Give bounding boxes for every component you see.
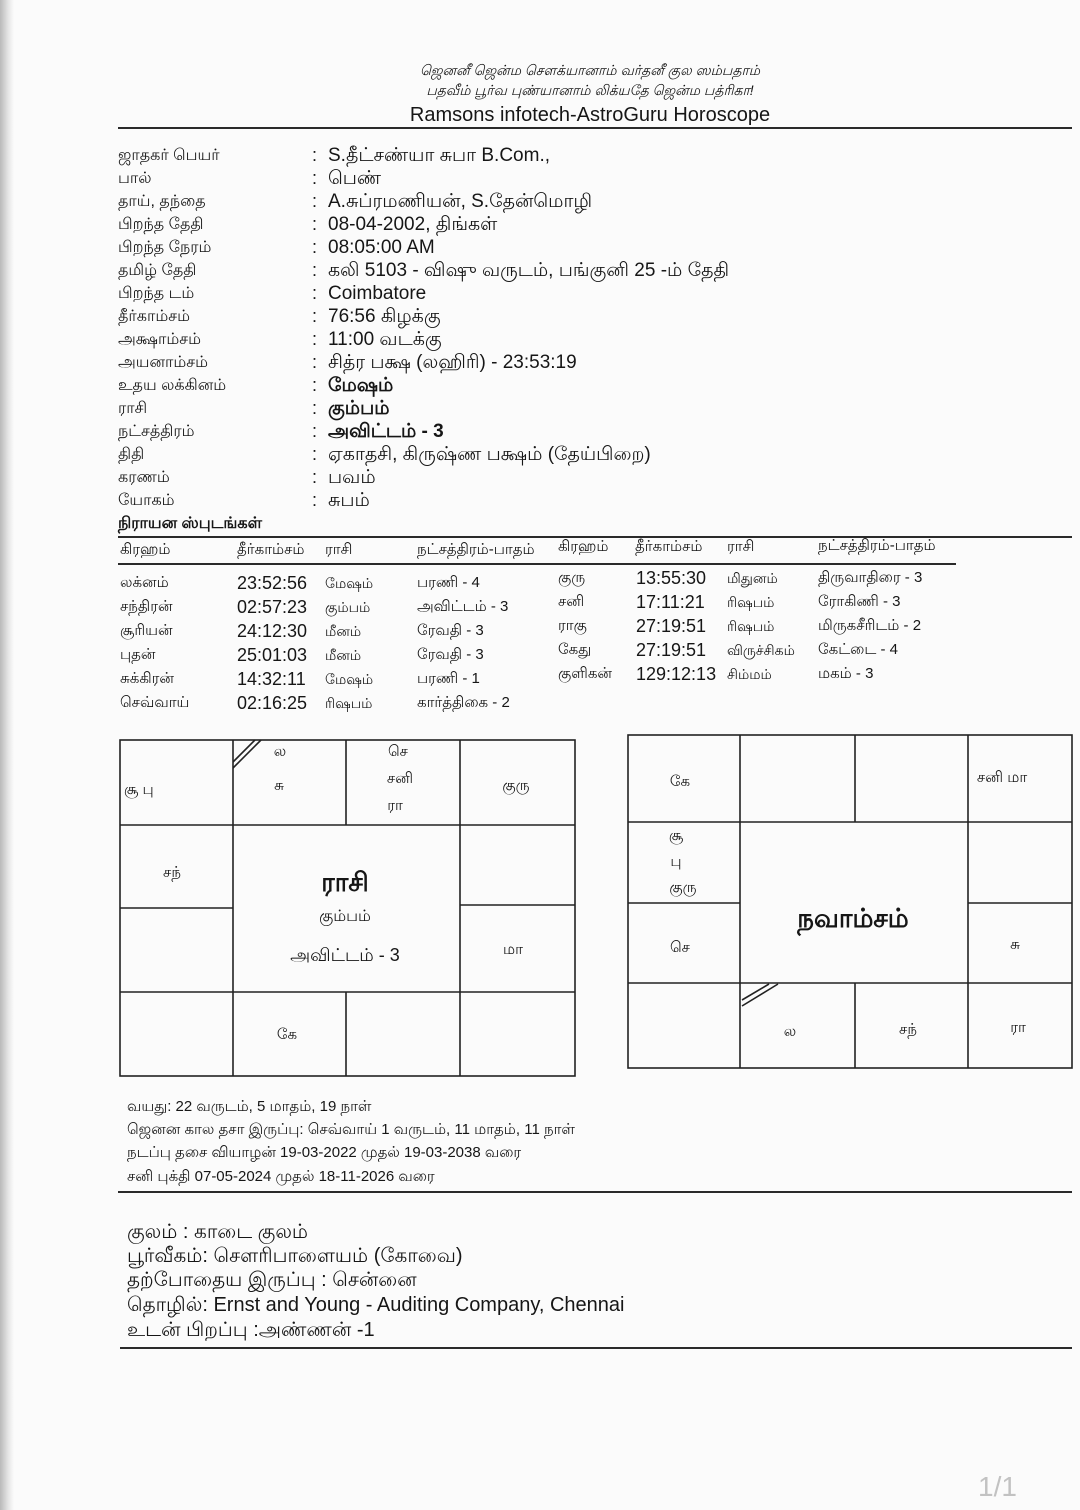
rasi-house-meena: சூ பு <box>124 781 154 798</box>
graha-row-mars <box>0 691 1080 715</box>
column-header-longitude: தீர்காம்சம் <box>237 541 305 558</box>
rasi-house-rishabha-planet: ரா <box>387 797 403 814</box>
detail-label: உதய லக்கினம் <box>118 377 227 394</box>
graha-rasi: ரிஷபம் <box>325 695 373 711</box>
detail-value: Coimbatore <box>328 283 427 304</box>
graha-longitude: 25:01:03 <box>237 645 308 665</box>
detail-value: மேஷம் <box>328 375 394 396</box>
detail-value: கலி 5103 - விஷு வருடம், பங்குனி 25 -ம் தேதி <box>328 260 730 281</box>
graha-name: சூரியன் <box>120 622 173 639</box>
graha-rasi: மேஷம் <box>325 671 374 687</box>
detail-separator: : <box>312 329 318 349</box>
detail-label: அக்ஷாம்சம் <box>118 331 201 348</box>
occupation-line: தொழில்: Ernst and Young - Auditing Company, Chennai <box>127 1294 625 1316</box>
column-header-rasi: ராசி <box>325 541 353 558</box>
rasi-chart-title: ராசி <box>321 867 369 897</box>
rasi-chart-star: அவிட்டம் - 3 <box>290 945 400 965</box>
rasi-house-mesha-planet: சு <box>274 777 284 794</box>
detail-row-ayanamsa <box>118 351 1018 374</box>
graha-name: புதன் <box>120 646 156 663</box>
detail-label: ஜாதகர் பெயர் <box>118 147 220 164</box>
graha-star: பரணி - 4 <box>417 574 480 591</box>
detail-value: 08-04-2002, திங்கள் <box>328 214 498 235</box>
graha-longitude: 27:19:51 <box>636 616 707 636</box>
detail-separator: : <box>312 214 318 234</box>
detail-value: அவிட்டம் - 3 <box>328 421 444 442</box>
detail-label: நட்சத்திரம் <box>118 423 195 440</box>
graha-star: ரேவதி - 3 <box>417 646 484 663</box>
detail-value: 08:05:00 AM <box>328 237 435 258</box>
graha-row-ketu <box>0 638 1080 662</box>
detail-value: கும்பம் <box>328 398 390 419</box>
detail-value: பவம் <box>328 467 376 488</box>
detail-separator: : <box>312 444 318 464</box>
graha-rasi: மிதுனம் <box>727 570 778 586</box>
graha-star: ரேவதி - 3 <box>417 622 484 639</box>
column-header-star: நட்சத்திரம்-பாதம் <box>818 537 936 554</box>
siblings-line: உடன் பிறப்பு :அண்ணன் -1 <box>127 1319 375 1341</box>
detail-separator: : <box>312 352 318 372</box>
navamsa-chart-title: நவாம்சம் <box>797 903 909 933</box>
detail-separator: : <box>312 398 318 418</box>
detail-row-rasi <box>118 397 1018 420</box>
detail-separator: : <box>312 237 318 257</box>
detail-label: தீர்காம்சம் <box>118 308 190 325</box>
graha-longitude: 27:19:51 <box>636 640 707 660</box>
detail-value: S.தீட்சண்யா சுபா B.Com., <box>328 145 551 166</box>
scan-edge-shadow <box>0 0 14 1510</box>
graha-longitude: 14:32:11 <box>237 669 306 689</box>
detail-row-parents <box>118 190 1018 213</box>
native-place-line: பூர்வீகம்: சௌரிபாளையம் (கோவை) <box>127 1245 463 1267</box>
graha-star: பரணி - 1 <box>417 670 480 687</box>
detail-value: ஏகாதசி, கிருஷ்ண பக்ஷம் (தேய்பிறை) <box>328 444 651 465</box>
sputas-header-row <box>0 538 1080 562</box>
column-header-longitude: தீர்காம்சம் <box>635 538 703 555</box>
graha-rasi: மீனம் <box>325 623 362 639</box>
graha-name: சந்திரன் <box>120 598 173 615</box>
column-header-graha: கிரஹம் <box>120 541 171 558</box>
detail-separator: : <box>312 306 318 326</box>
dasa-balance-line: ஜெனன கால தசா இருப்பு: செவ்வாய் 1 வருடம், 11 மாதம், 11 நாள் <box>127 1121 575 1138</box>
column-header-rasi: ராசி <box>727 538 755 555</box>
detail-separator: : <box>312 375 318 395</box>
graha-row-jupiter <box>0 566 1080 590</box>
graha-rasi: சிம்மம் <box>727 666 772 682</box>
graha-rasi: ரிஷபம் <box>727 594 775 610</box>
detail-label: ராசி <box>118 400 148 417</box>
detail-row-yoga <box>118 489 1018 512</box>
graha-name: குளிகன் <box>558 665 612 682</box>
graha-star: மிருகசீரிடம் - 2 <box>818 617 922 634</box>
navamsa-house-kumbha-planet: குரு <box>669 879 697 896</box>
detail-label: தாய், தந்தை <box>118 193 206 210</box>
detail-value: பெண் <box>328 168 382 189</box>
sloka-line-2: பதவீம் பூர்வ புண்யானாம் லிக்யதே ஜென்ம பத்ரிகா! <box>426 82 754 98</box>
rasi-house-rishabha-planet: செ <box>388 743 408 760</box>
detail-label: கரணம் <box>118 469 170 486</box>
detail-separator: : <box>312 490 318 510</box>
detail-value: சித்ர பக்ஷ (லஹிரி) - 23:53:19 <box>328 352 577 373</box>
graha-longitude: 23:52:56 <box>237 573 308 593</box>
graha-rasi: விருச்சிகம் <box>727 642 795 658</box>
navamsa-house-kumbha-planet: சூ <box>668 827 684 844</box>
detail-label: பிறந்த நேரம் <box>118 239 212 256</box>
column-header-star: நட்சத்திரம்-பாதம் <box>417 541 535 558</box>
detail-value: 11:00 வடக்கு <box>328 329 442 350</box>
detail-row-native-name <box>118 144 1018 167</box>
rasi-house-mesha-lagna: ல <box>273 743 287 760</box>
rasi-chart-rasi: கும்பம் <box>319 908 371 925</box>
detail-separator: : <box>312 260 318 280</box>
graha-name: செவ்வாய் <box>120 694 190 711</box>
rasi-house-mithuna: குரு <box>502 777 530 794</box>
graha-name: லக்னம் <box>120 574 169 591</box>
graha-star: கேட்டை - 4 <box>818 641 898 658</box>
age-line: வயது: 22 வருடம், 5 மாதம், 19 நாள் <box>127 1098 372 1115</box>
detail-row-tithi <box>118 443 1018 466</box>
detail-row-lagna <box>118 374 1018 397</box>
sputas-header-divider <box>118 563 956 565</box>
rasi-house-simha: மா <box>503 941 523 958</box>
detail-separator: : <box>312 467 318 487</box>
graha-star: கார்த்திகை - 2 <box>417 694 510 711</box>
detail-row-gender <box>118 167 1018 190</box>
graha-rasi: ரிஷபம் <box>727 618 775 634</box>
navamsa-house-tula: சந் <box>899 1021 917 1038</box>
navamsa-house-makara: செ <box>670 939 690 956</box>
detail-value: 76:56 கிழக்கு <box>328 306 441 327</box>
graha-rasi: மீனம் <box>325 647 362 663</box>
detail-row-birth-time <box>118 236 1018 259</box>
graha-longitude: 129:12:13 <box>636 664 717 684</box>
graha-rasi: மேஷம் <box>325 575 374 591</box>
graha-star: அவிட்டம் - 3 <box>417 598 509 615</box>
rasi-house-rishabha-planet: சனி <box>386 770 414 787</box>
graha-longitude: 24:12:30 <box>237 621 308 641</box>
document-title: Ramsons infotech-AstroGuru Horoscope <box>409 104 771 126</box>
graha-star: ரோகிணி - 3 <box>818 593 901 610</box>
rasi-house-kumbha: சந் <box>163 864 181 881</box>
graha-row-saturn <box>0 590 1080 614</box>
dasa-divider <box>118 1191 1072 1193</box>
graha-star: மகம் - 3 <box>818 665 874 682</box>
detail-value: சுபம் <box>328 490 370 511</box>
detail-row-birth-date <box>118 213 1018 236</box>
graha-longitude: 13:55:30 <box>636 568 707 588</box>
detail-label: அயனாம்சம் <box>118 354 208 371</box>
detail-label: பிறந்த தேதி <box>118 216 204 233</box>
detail-separator: : <box>312 145 318 165</box>
detail-label: திதி <box>118 446 145 463</box>
graha-longitude: 17:11:21 <box>636 592 705 612</box>
graha-name: குரு <box>558 569 586 586</box>
navamsa-house-mithuna: சனி மா <box>976 769 1028 786</box>
header-divider <box>118 127 1072 129</box>
navamsa-house-simha: சு <box>1010 936 1020 953</box>
sloka-line-1: ஜெனனீ ஜென்ம சௌக்யானாம் வர்தனீ குல ஸம்பதாம் <box>419 62 761 78</box>
graha-longitude: 02:57:23 <box>237 597 308 617</box>
detail-label: பிறந்த டம் <box>118 285 195 302</box>
graha-star: திருவாதிரை - 3 <box>818 569 923 586</box>
graha-name: சுக்கிரன் <box>120 670 174 687</box>
kulam-line: குலம் : காடை குலம் <box>127 1221 309 1243</box>
detail-row-nakshatra <box>118 420 1018 443</box>
sputas-title: நிராயன ஸ்புடங்கள் <box>118 515 263 532</box>
graha-row-gulika <box>0 662 1080 686</box>
graha-longitude: 02:16:25 <box>237 693 308 713</box>
current-residence-line: தற்போதைய இருப்பு : சென்னை <box>127 1269 417 1291</box>
current-bhukti-line: சனி புக்தி 07-05-2024 முதல் 18-11-2026 வரை <box>127 1168 435 1185</box>
graha-row-rahu <box>0 614 1080 638</box>
current-dasa-line: நடப்பு தசை வியாழன் 19-03-2022 முதல் 19-03-2038 வரை <box>127 1144 522 1161</box>
detail-label: பால் <box>118 170 152 187</box>
detail-row-karana <box>118 466 1018 489</box>
detail-separator: : <box>312 421 318 441</box>
page-indicator: 1/1 <box>978 1471 1017 1502</box>
detail-row-longitude <box>118 305 1018 328</box>
detail-row-birth-place <box>118 282 1018 305</box>
detail-row-tamil-date <box>118 259 1018 282</box>
detail-label: தமிழ் தேதி <box>118 262 197 279</box>
graha-name: கேது <box>558 641 592 658</box>
column-header-graha: கிரஹம் <box>558 538 609 555</box>
family-divider <box>120 1347 1072 1349</box>
navamsa-house-vrischika-lagna: ல <box>783 1023 797 1040</box>
graha-name: சனி <box>558 593 585 610</box>
navamsa-house-kanya: ரா <box>1010 1019 1026 1036</box>
graha-rasi: கும்பம் <box>325 599 371 615</box>
detail-separator: : <box>312 168 318 188</box>
navamsa-house-meena: கே <box>669 773 691 790</box>
rasi-house-vrischika: கே <box>276 1026 298 1043</box>
detail-label: யோகம் <box>118 492 175 509</box>
detail-separator: : <box>312 283 318 303</box>
graha-name: ராகு <box>558 617 587 634</box>
detail-separator: : <box>312 191 318 211</box>
navamsa-house-kumbha-planet: பு <box>670 853 682 870</box>
detail-value: A.சுப்ரமணியன், S.தேன்மொழி <box>328 191 593 212</box>
detail-row-latitude <box>118 328 1018 351</box>
